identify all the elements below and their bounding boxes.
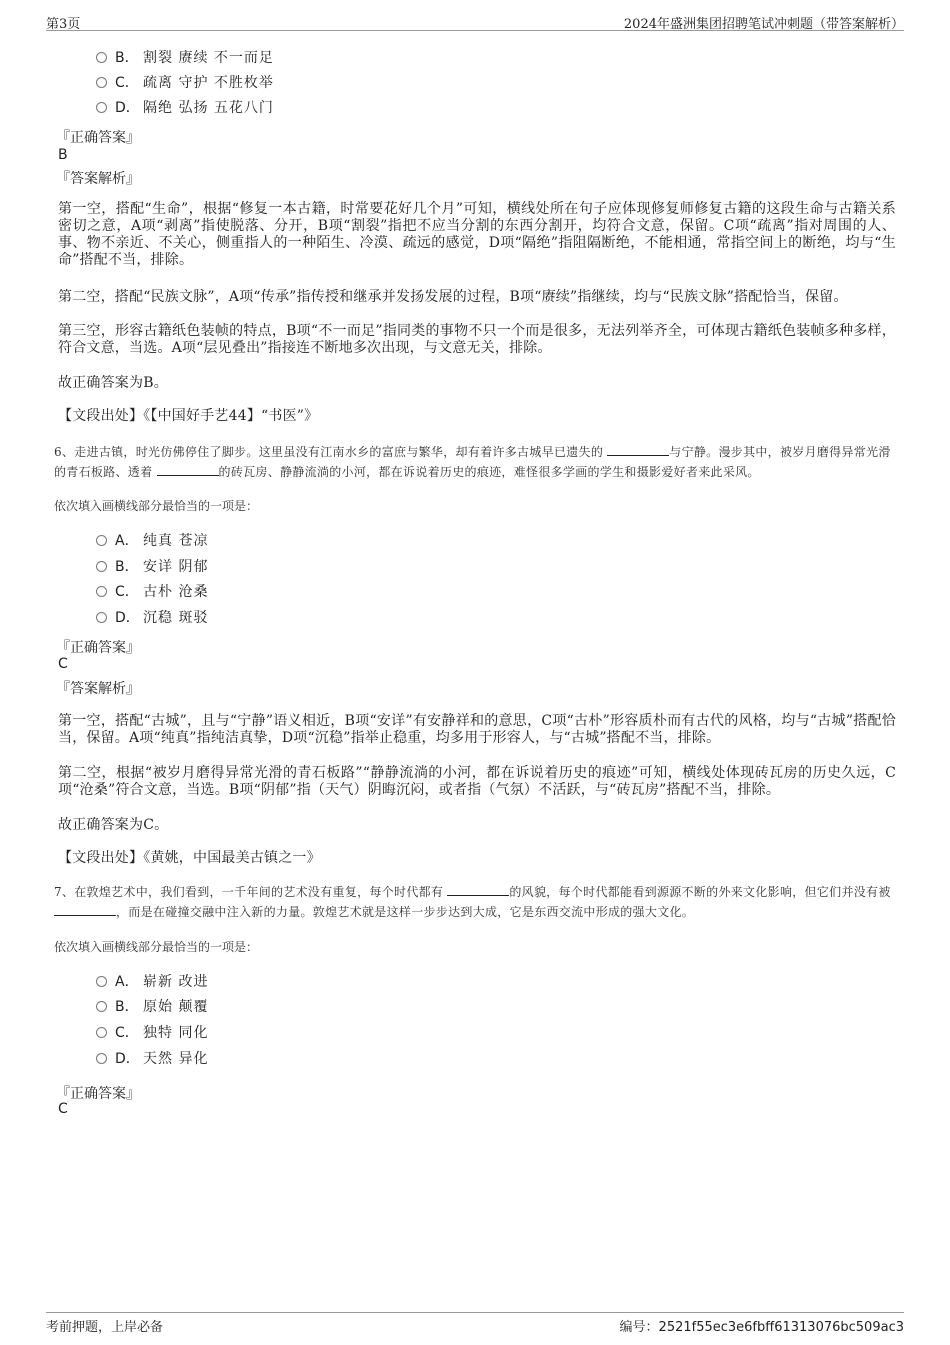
analysis-conclusion: 故正确答案为C。 [58, 817, 169, 833]
source-citation: 【文段出处】《黄姚，中国最美古镇之一》 [58, 850, 321, 866]
analysis-paragraph: 第一空，搭配“生命”，根据“修复一本古籍，时常要花好几个月”可知，横线处所在句子应体现修复师修复古籍的这段生命与古籍关系密切之意，A项“剥离”指使脱落、分开，B项“割裂”指把不应当分割的东西分割开，均符合文意，保留。C项“疏离”指对周围的人、事、物不亲近、不关心，侧重指人的一种陌生、冷漠、疏远的感觉，D项“隔绝”指阻隔断绝，不能相通，常指空间上的断绝，均与“生命”搭配不当，排除。 [58, 201, 896, 268]
option-q6-d[interactable]: D． 沉稳 斑驳 [96, 608, 208, 628]
page-number: 第3页 [46, 17, 81, 32]
option-q5-c[interactable]: C． 疏离 守护 不胜枚举 [96, 73, 274, 93]
question-stem: 6、走进古镇，时光仿佛停住了脚步。这里虽没有江南水乡的富庶与繁华，却有着许多古城早已遗失的 与宁静。漫步其中，被岁月磨得异常光滑的青石板路、透着 的砖瓦房、静静流淌的小河，都在诉说着历史的痕迹，难怪很多学画的学生和摄影爱好者来此采风。 [54, 445, 891, 479]
radio-icon[interactable] [96, 535, 107, 546]
answer-value: C [58, 656, 68, 672]
answer-label: 『正确答案』 [56, 130, 140, 146]
analysis-paragraph: 第三空，形容古籍纸色装帧的特点，B项“不一而足”指同类的事物不只一个而是很多，无法列举齐全，可体现古籍纸色装帧多种多样，符合文意，当选。A项“层见叠出”指接连不断地多次出现，与文意无关，排除。 [58, 323, 896, 356]
analysis-conclusion: 故正确答案为B。 [58, 375, 168, 391]
option-q7-a[interactable]: A． 崭新 改进 [96, 972, 208, 992]
option-q7-d[interactable]: D． 天然 异化 [96, 1049, 208, 1069]
blank-line [607, 443, 669, 456]
option-q6-a[interactable]: A． 纯真 苍凉 [96, 531, 208, 551]
radio-icon[interactable] [96, 77, 107, 88]
footer-slogan: 考前押题，上岸必备 [46, 1320, 164, 1335]
option-q5-d[interactable]: D． 隔绝 弘扬 五花八门 [96, 98, 274, 118]
answer-value: B [58, 147, 68, 163]
answer-label: 『正确答案』 [56, 640, 140, 656]
radio-icon[interactable] [96, 102, 107, 113]
radio-icon[interactable] [96, 976, 107, 987]
blank-line [157, 463, 219, 476]
source-citation: 【文段出处】《【中国好手艺44】“书医”》 [58, 408, 319, 424]
answer-value: C [58, 1101, 68, 1117]
analysis-label: 『答案解析』 [56, 681, 140, 697]
radio-icon[interactable] [96, 1027, 107, 1038]
option-q6-c[interactable]: C． 古朴 沧桑 [96, 582, 208, 602]
radio-icon[interactable] [96, 561, 107, 572]
option-q7-c[interactable]: C． 独特 同化 [96, 1023, 208, 1043]
question-prompt: 依次填入画横线部分最恰当的一项是： [54, 499, 259, 513]
radio-icon[interactable] [96, 612, 107, 623]
analysis-label: 『答案解析』 [56, 171, 140, 187]
analysis-paragraph: 第二空，根据“被岁月磨得异常光滑的青石板路”“静静流淌的小河，都在诉说着历史的痕迹”可知，横线处体现砖瓦房的历史久远，C项“沧桑”符合文意，当选。B项“阴郁”指（天气）阴晦沉闷，或者指（气氛）不活跃，与“砖瓦房”搭配不当，排除。 [58, 765, 896, 798]
question-prompt: 依次填入画横线部分最恰当的一项是： [54, 940, 259, 954]
option-q5-b[interactable]: B． 割裂 赓续 不一而足 [96, 48, 274, 68]
blank-line [447, 883, 509, 896]
radio-icon[interactable] [96, 1001, 107, 1012]
blank-line [54, 903, 116, 916]
question-stem: 7、在敦煌艺术中，我们看到，一千年间的艺术没有重复，每个时代都有 的风貌，每个时代都能看到源源不断的外来文化影响，但它们并没有被 ，而是在碰撞交融中注入新的力量。敦煌艺术就是这样一步步达到大成，它是东西交流中形成的强大文化。 [54, 885, 891, 919]
document-code: 编号：2521f55ec3e6fbff61313076bc509ac3 [619, 1320, 904, 1335]
radio-icon[interactable] [96, 1053, 107, 1064]
analysis-paragraph: 第二空，搭配“民族文脉”，A项“传承”指传授和继承并发扬发展的过程，B项“赓续”指继续，均与“民族文脉”搭配恰当，保留。 [58, 289, 848, 305]
document-title: 2024年盛洲集团招聘笔试冲刺题（带答案解析） [623, 17, 904, 32]
page-header [46, 10, 904, 31]
analysis-paragraph: 第一空，搭配“古城”，且与“宁静”语义相近，B项“安详”有安静祥和的意思，C项“古朴”形容质朴而有古代的风格，均与“古城”搭配恰当，保留。A项“纯真”指纯洁真挚，D项“沉稳”指举止稳重，均多用于形容人，与“古城”搭配不当，排除。 [58, 713, 896, 746]
page-footer [46, 1312, 904, 1335]
option-q6-b[interactable]: B． 安详 阴郁 [96, 557, 208, 577]
radio-icon[interactable] [96, 52, 107, 63]
option-q7-b[interactable]: B． 原始 颠覆 [96, 997, 208, 1017]
answer-label: 『正确答案』 [56, 1086, 140, 1102]
radio-icon[interactable] [96, 586, 107, 597]
